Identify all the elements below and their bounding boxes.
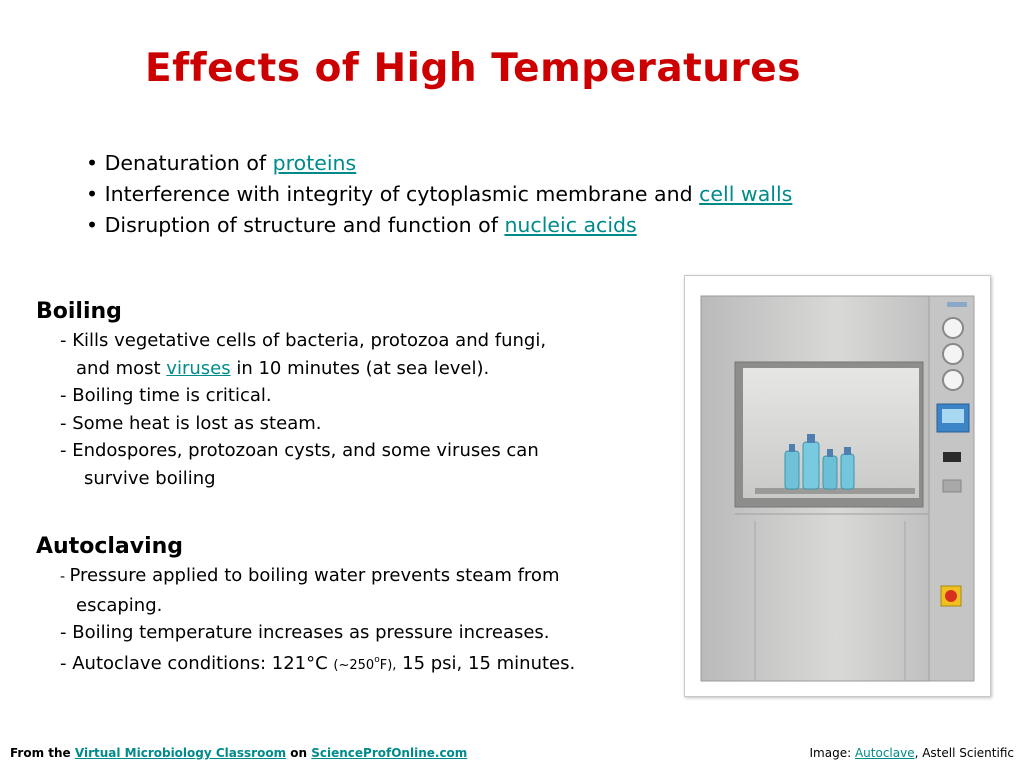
boiling-section xyxy=(36,297,546,492)
scienceprofonline-link[interactable]: ScienceProfOnline.com xyxy=(311,746,468,760)
boiling-line: - Kills vegetative cells of bacteria, protozoa and fungi, xyxy=(60,330,547,351)
bullet-item: • Interference with integrity of cytoplasmic membrane and cell walls xyxy=(86,182,793,206)
virtual-microbiology-classroom-link[interactable]: Virtual Microbiology Classroom xyxy=(74,746,287,760)
autoclaving-heading: Autoclaving xyxy=(36,534,184,559)
autoclaving-section xyxy=(36,532,575,679)
autoclaving-line: - Pressure applied to boiling water prevents steam from xyxy=(60,565,560,586)
viruses-link[interactable]: viruses xyxy=(166,357,231,379)
boiling-line: - Boiling time is critical. xyxy=(60,385,272,406)
boiling-line: - Endospores, protozoan cysts, and some viruses can xyxy=(60,440,539,461)
autoclave-photo xyxy=(684,275,991,697)
proteins-link[interactable]: proteins xyxy=(272,151,357,175)
boiling-line: - Some heat is lost as steam. xyxy=(60,412,322,434)
bullet-item: • Disruption of structure and function of nucleic acids xyxy=(86,213,637,237)
nucleic-acids-link[interactable]: nucleic acids xyxy=(504,213,637,237)
autoclaving-line: - Boiling temperature increases as pressure increases. xyxy=(60,622,550,643)
image-credit: Image: Autoclave, Astell Scientific xyxy=(809,746,1014,760)
boiling-line: survive boiling xyxy=(84,467,216,489)
cell-walls-link[interactable]: cell walls xyxy=(699,182,793,206)
footer-credit: From the Virtual Microbiology Classroom on ScienceProfOnline.com xyxy=(10,746,468,760)
autoclave-image-link[interactable]: Autoclave xyxy=(854,746,915,760)
autoclaving-line: escaping. xyxy=(76,594,163,616)
bullet-item: • Denaturation of proteins xyxy=(86,151,357,175)
slide-title: Effects of High Temperatures xyxy=(145,46,801,91)
autoclaving-line: - Autoclave conditions: 121°C (~250$^o$F), 15 psi, 15 minutes. xyxy=(60,652,576,674)
boiling-heading: Boiling xyxy=(36,299,122,324)
effects-bullet-list xyxy=(86,148,792,241)
boiling-line: and most viruses in 10 minutes (at sea level). xyxy=(76,357,490,379)
